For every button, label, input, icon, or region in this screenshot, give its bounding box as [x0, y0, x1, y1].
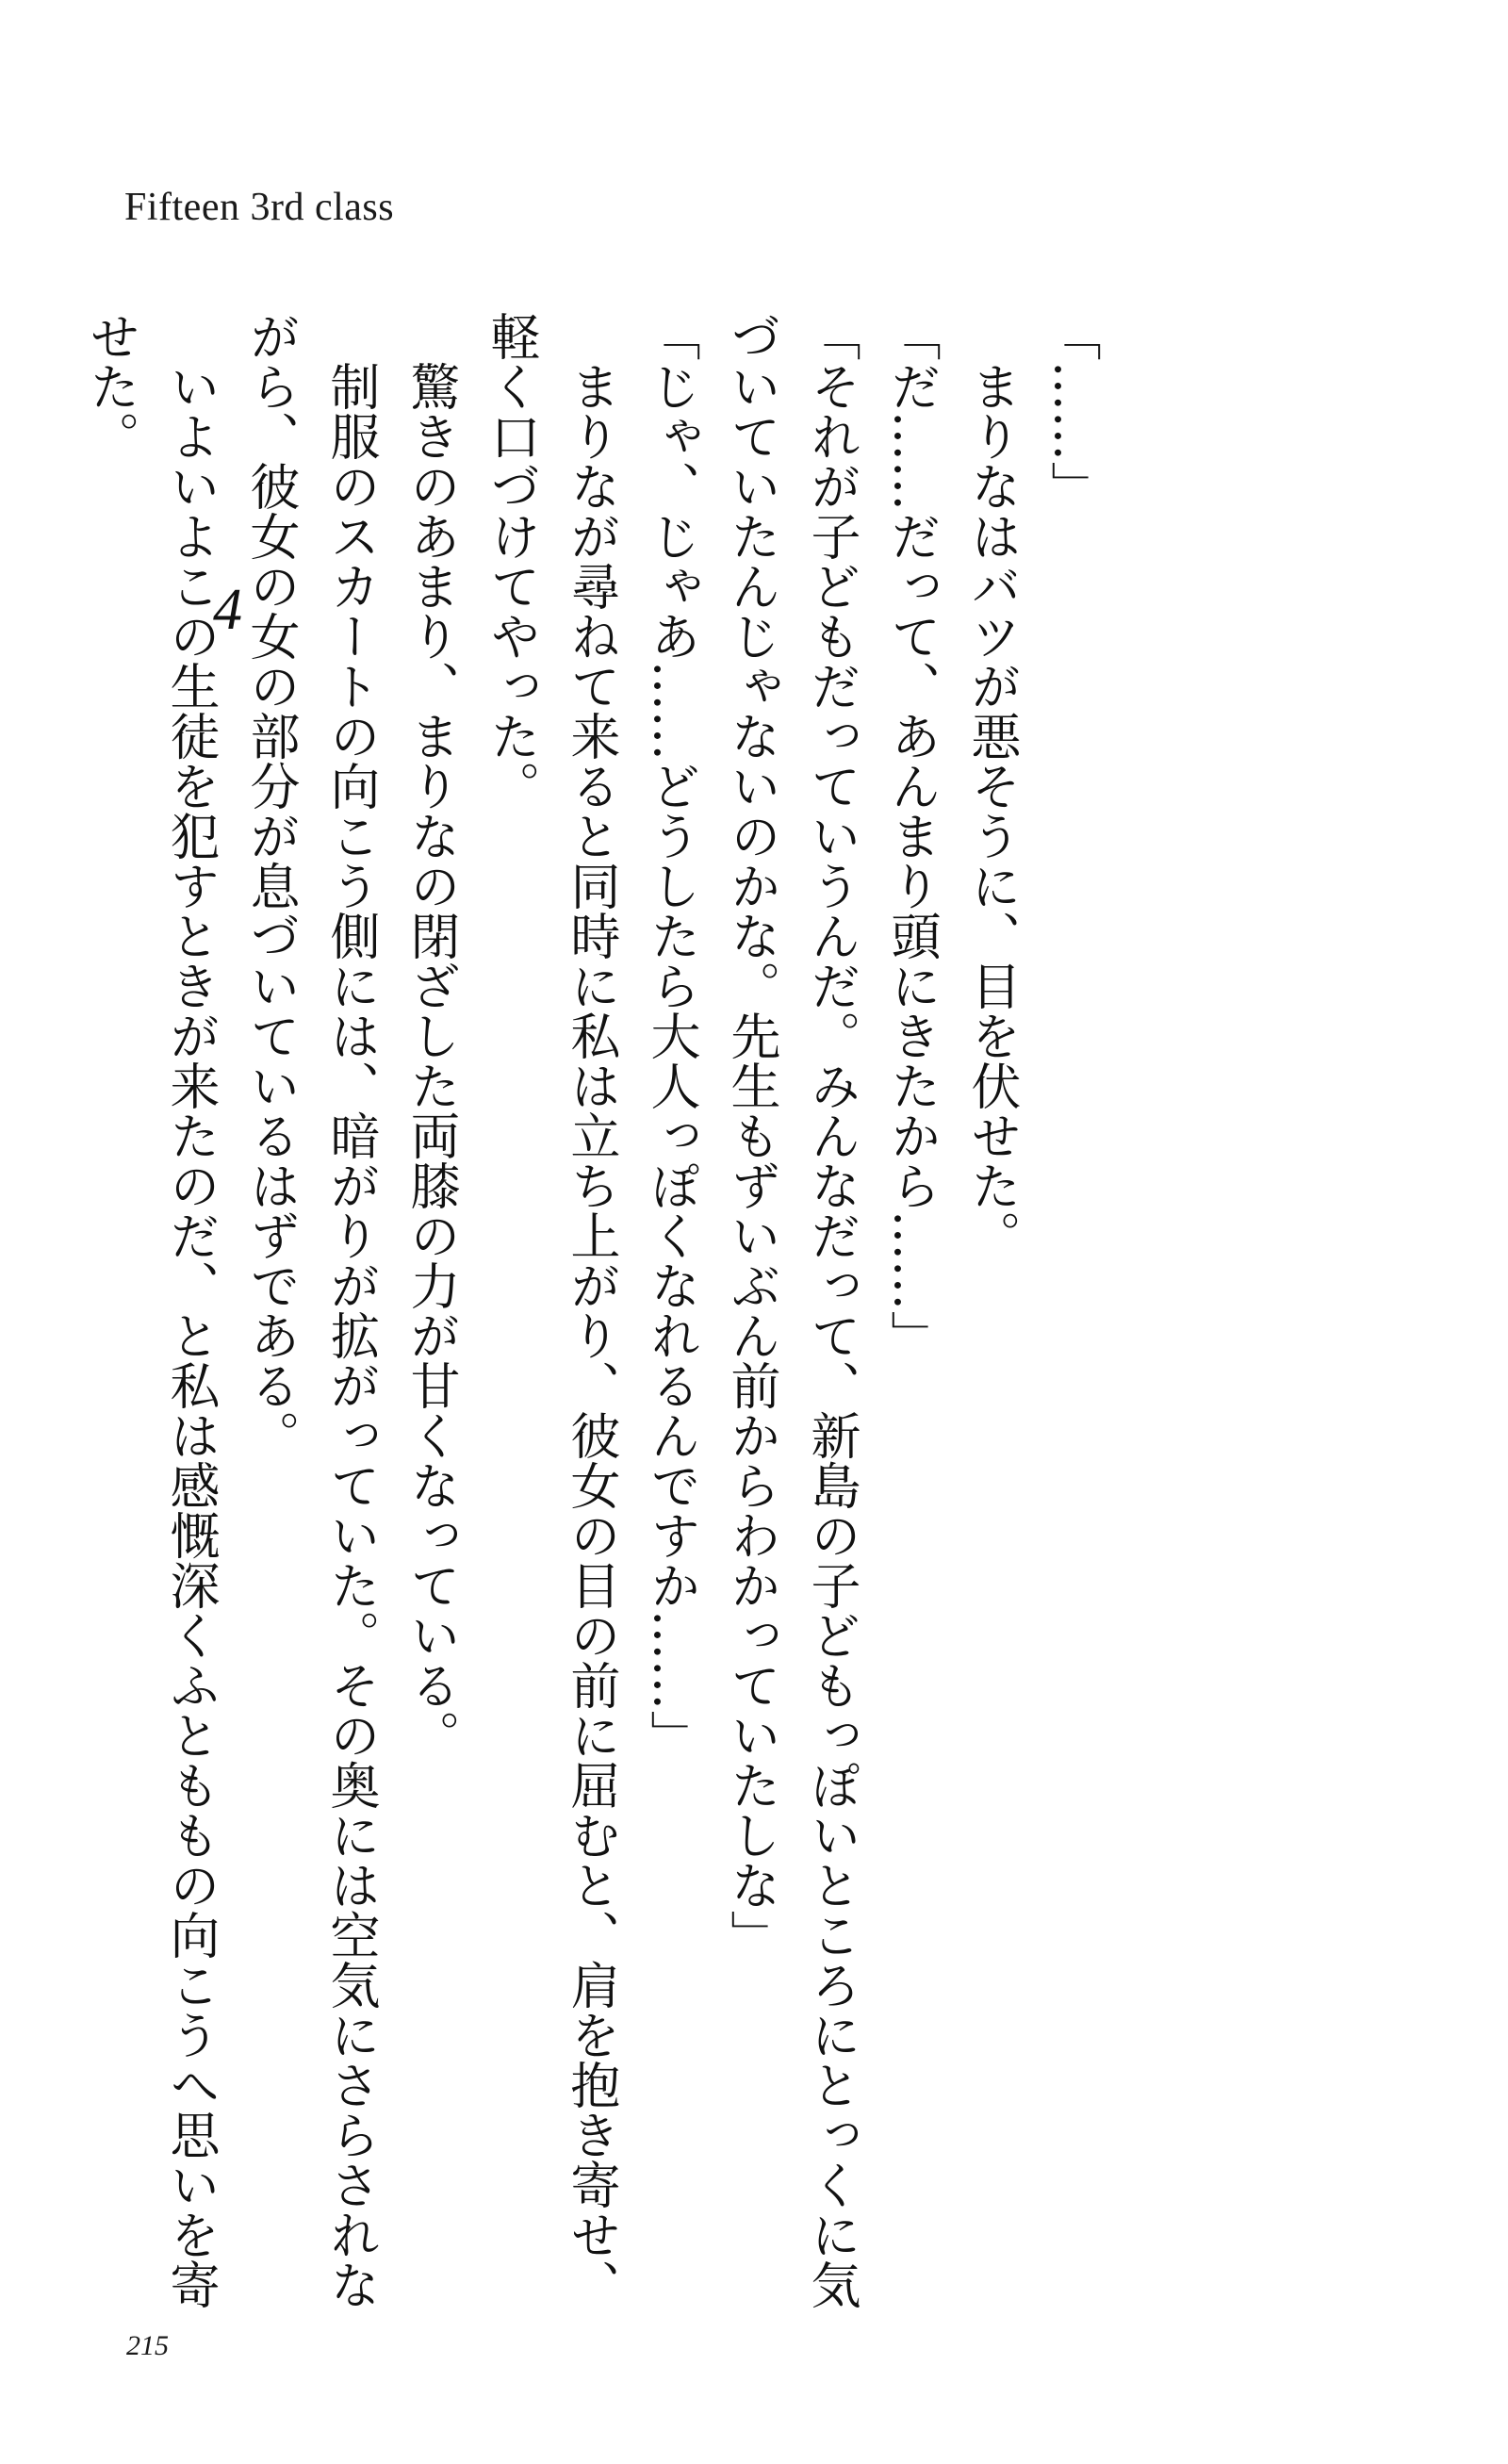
text-line: まりなはバツが悪そうに、目を伏せた。 [963, 311, 1021, 1260]
text-line: いよいよこの生徒を犯すときが来たのだ、と私は感慨深くふとももの向こうへ思いを寄 [162, 311, 220, 2309]
text-line: づいていたんじゃないのかな。先生もずいぶん前からわかっていたしな」 [723, 311, 780, 1960]
text-line: 「だ……だって、あんまり頭にきたから……」 [883, 311, 941, 1360]
text-line: がら、彼女の女の部分が息づいているはずである。 [242, 311, 300, 1460]
text-line: 軽く口づけてやった。 [483, 311, 540, 811]
text-line: 驚きのあまり、まりなの閉ざした両膝の力が甘くなっている。 [402, 311, 460, 1760]
text-line: まりなが尋ねて来ると同時に私は立ち上がり、彼女の目の前に屈むと、肩を抱き寄せ、 [563, 311, 620, 2309]
page-number: 215 [126, 2330, 169, 2361]
text-line: 「じゃ、じゃあ……どうしたら大人っぽくなれるんですか……」 [643, 311, 700, 1760]
text-line: 制服のスカートの向こう側には、暗がりが拡がっていた。その奥には空気にさらされな [322, 311, 380, 2309]
chapter-number: 4 [213, 578, 242, 642]
text-line: せた。 [82, 311, 139, 461]
running-head: Fifteen 3rd class [124, 186, 395, 229]
text-line: 「……」 [1043, 311, 1101, 511]
text-line: 「それが子どもだっていうんだ。みんなだって、新島の子どもっぽいところにとっくに気 [803, 311, 861, 2309]
